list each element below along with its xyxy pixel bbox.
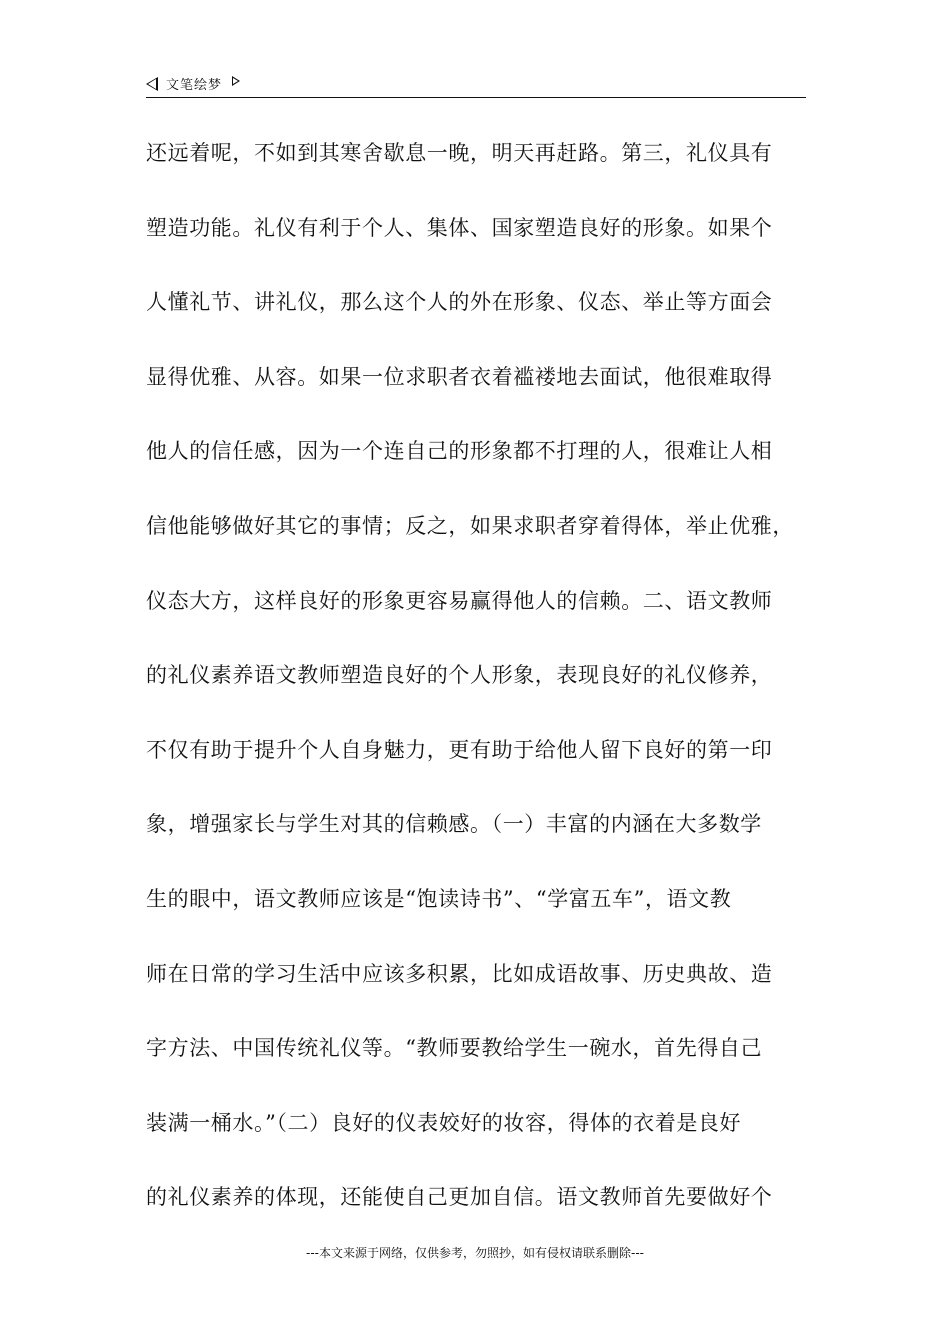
page-header <box>146 70 806 98</box>
text-line: 的礼仪素养语文教师塑造良好的个人形象，表现良好的礼仪修养， <box>146 663 773 688</box>
text-line: 字方法、中国传统礼仪等。“教师要教给学生一碗水，首先得自己 <box>146 1036 763 1061</box>
text-line: 象，增强家长与学生对其的信赖感。（一）丰富的内涵在大多数学 <box>146 812 762 837</box>
document-body <box>146 132 826 1251</box>
header-title: 文笔绘梦 <box>166 78 223 93</box>
triangle-right-icon <box>232 76 240 86</box>
text-line: 不仅有助于提升个人自身魅力，更有助于给他人留下良好的第一印 <box>146 737 773 762</box>
text-line: 装满一桶水。”（二）良好的仪表姣好的妆容，得体的衣着是良好 <box>146 1110 742 1135</box>
text-line: 还远着呢，不如到其寒舍歇息一晚，明天再赶路。第三，礼仪具有 <box>146 141 773 165</box>
text-line: 他人的信任感，因为一个连自己的形象都不打理的人，很难让人相 <box>146 439 773 464</box>
text-line: 仪态大方，这样良好的形象更容易赢得他人的信赖。二、语文教师 <box>146 588 773 613</box>
footer-notice: ---本文来源于网络，仅供参考，勿照抄，如有侵权请联系删除--- <box>306 1246 644 1260</box>
text-line: 生的眼中，语文教师应该是“饱读诗书”、“学富五车”，语文教 <box>146 886 732 911</box>
triangle-left-icon <box>146 77 158 91</box>
text-line: 人懂礼节、讲礼仪，那么这个人的外在形象、仪态、举止等方面会 <box>146 290 773 315</box>
text-line: 师在日常的学习生活中应该多积累，比如成语故事、历史典故、造 <box>146 961 773 986</box>
text-line: 的礼仪素养的体现，还能使自己更加自信。语文教师首先要做好个 <box>146 1185 773 1210</box>
text-line: 塑造功能。礼仪有利于个人、集体、国家塑造良好的形象。如果个 <box>146 215 773 240</box>
text-line: 显得优雅、从容。如果一位求职者衣着褴褛地去面试，他很难取得 <box>146 364 773 389</box>
text-line: 信他能够做好其它的事情；反之，如果求职者穿着得体，举止优雅， <box>146 513 794 538</box>
